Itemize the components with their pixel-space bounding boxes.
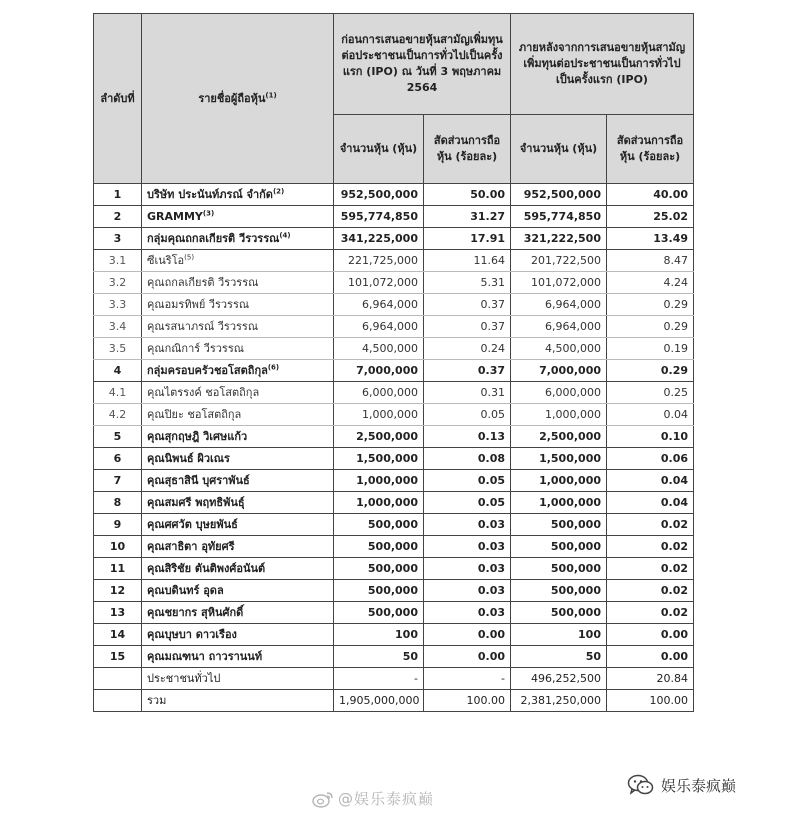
shareholder-name [142,404,334,426]
table-row [94,272,694,294]
ratio-before: 0.08 [424,448,511,470]
table-row [94,382,694,404]
ratio-after: 100.00 [607,690,694,712]
shares-after: 496,252,500 [511,668,607,690]
shares-after: 100 [511,624,607,646]
row-index: 3.1 [94,250,142,272]
ratio-before: 0.13 [424,426,511,448]
weibo-icon [312,790,334,808]
row-index: 9 [94,514,142,536]
ratio-after: 0.29 [607,294,694,316]
shareholder-name-text: คุณสุธาสินี บุศราพันธ์ [147,474,250,487]
shareholder-name [142,602,334,624]
row-index: 12 [94,580,142,602]
shareholder-name-text: คุณอมรทิพย์ วีรวรรณ [147,298,250,311]
shareholder-name [142,470,334,492]
shares-before: 1,000,000 [334,470,424,492]
table-row [94,448,694,470]
ratio-before: 0.03 [424,580,511,602]
footnote-marker: (2) [272,187,285,196]
ratio-after: 0.29 [607,316,694,338]
shares-after: 4,500,000 [511,338,607,360]
shareholder-name-text: คุณสมศรี พฤทธิพันธุ์ [147,496,245,509]
header-after-ratio: สัดส่วนการถือหุ้น (ร้อยละ) [607,115,694,184]
shares-after: 101,072,000 [511,272,607,294]
ratio-after: 0.00 [607,624,694,646]
shares-before: 952,500,000 [334,184,424,206]
shareholder-name-text: บริษัท ประนันท์ภรณ์ จำกัด [147,188,273,201]
shares-before: 2,500,000 [334,426,424,448]
ratio-after: 0.04 [607,470,694,492]
header-name-text: รายชื่อผู้ถือหุ้น [198,91,266,105]
ratio-after: 0.04 [607,492,694,514]
shares-after: 1,000,000 [511,492,607,514]
brand-text: 娱乐泰疯巅 [661,776,737,795]
header-before-ratio: สัดส่วนการถือหุ้น (ร้อยละ) [424,115,511,184]
ratio-before: 0.31 [424,382,511,404]
table-row [94,338,694,360]
shares-after: 500,000 [511,514,607,536]
shares-after: 201,722,500 [511,250,607,272]
row-index: 15 [94,646,142,668]
shareholder-name [142,338,334,360]
ratio-after: 20.84 [607,668,694,690]
shares-after: 500,000 [511,602,607,624]
wechat-icon [627,773,655,797]
table-row [94,514,694,536]
row-index: 14 [94,624,142,646]
shares-after: 7,000,000 [511,360,607,382]
ratio-after: 25.02 [607,206,694,228]
shares-before: - [334,668,424,690]
table-row [94,602,694,624]
shares-before: 595,774,850 [334,206,424,228]
shareholder-name-text: คุณไตรรงค์ ชอโสตถิกุล [147,386,260,399]
table-row [94,184,694,206]
shares-after: 2,381,250,000 [511,690,607,712]
weibo-watermark [312,788,434,809]
table-row [94,580,694,602]
table-row [94,294,694,316]
row-index: 8 [94,492,142,514]
ratio-after: 0.02 [607,602,694,624]
watermark-text: @娱乐泰疯巅 [338,790,435,808]
row-index: 3.5 [94,338,142,360]
ratio-before: 0.05 [424,404,511,426]
row-index [94,668,142,690]
table-row [94,206,694,228]
header-name-footnote: (1) [265,90,277,99]
shareholder-name [142,514,334,536]
shares-after: 952,500,000 [511,184,607,206]
shareholder-name-text: คุณชยากร สุหินศักดิ์ [147,606,244,619]
table-row [94,536,694,558]
ratio-before: 0.37 [424,316,511,338]
shareholder-name-text: คุณสาธิตา อุทัยศรี [147,540,235,553]
table-row [94,426,694,448]
shareholder-name-text: ประชาชนทั่วไป [147,672,221,685]
shareholder-name [142,690,334,712]
ratio-after: 0.19 [607,338,694,360]
shares-before: 341,225,000 [334,228,424,250]
ratio-before: 0.05 [424,492,511,514]
shares-before: 500,000 [334,580,424,602]
shareholder-name [142,624,334,646]
shares-after: 321,222,500 [511,228,607,250]
ratio-after: 0.04 [607,404,694,426]
footnote-marker: (6) [267,363,280,372]
table-row [94,404,694,426]
ratio-before: 11.64 [424,250,511,272]
shareholder-name [142,360,334,382]
header-before-shares: จำนวนหุ้น (หุ้น) [334,115,424,184]
ratio-before: 0.00 [424,624,511,646]
ratio-after: 4.24 [607,272,694,294]
shares-before: 1,905,000,000 [334,690,424,712]
row-index: 4.2 [94,404,142,426]
shares-after: 1,000,000 [511,404,607,426]
shareholder-name-text: คุณนิพนธ์ ผิวเณร [147,452,230,465]
table-row [94,316,694,338]
shareholder-name [142,382,334,404]
table-row [94,558,694,580]
shares-before: 500,000 [334,558,424,580]
shares-before: 6,964,000 [334,316,424,338]
shareholder-name-text: คุณบุษบา ดาวเรือง [147,628,237,641]
ratio-after: 0.02 [607,536,694,558]
ratio-after: 0.02 [607,514,694,536]
shares-after: 6,964,000 [511,316,607,338]
row-index: 5 [94,426,142,448]
row-index: 3.2 [94,272,142,294]
row-index: 3.4 [94,316,142,338]
ratio-before: 0.03 [424,558,511,580]
row-index [94,690,142,712]
shareholder-name [142,646,334,668]
shares-before: 500,000 [334,514,424,536]
table-header [94,14,694,184]
shareholder-name [142,492,334,514]
shares-after: 1,000,000 [511,470,607,492]
shares-after: 1,500,000 [511,448,607,470]
shares-after: 500,000 [511,558,607,580]
table-row [94,492,694,514]
shares-after: 6,000,000 [511,382,607,404]
shares-before: 500,000 [334,602,424,624]
shares-before: 1,500,000 [334,448,424,470]
header-rank: ลำดับที่ [94,14,142,184]
ratio-before: 31.27 [424,206,511,228]
header-before-ipo: ก่อนการเสนอขายหุ้นสามัญเพิ่มทุนต่อประชาชนเป็นการทั่วไปเป็นครั้งแรก (IPO) ณ วันที่ 3 พฤษภาคม 2564 [334,14,511,115]
row-index: 13 [94,602,142,624]
ratio-after: 13.49 [607,228,694,250]
shareholder-name-text: คุณศศวัต บุษยพันธ์ [147,518,238,531]
footnote-marker: (4) [279,231,291,240]
shares-before: 6,000,000 [334,382,424,404]
shares-before: 100 [334,624,424,646]
shareholder-name [142,250,334,272]
row-index: 3 [94,228,142,250]
ratio-before: 5.31 [424,272,511,294]
shareholder-name-text: คุณปิยะ ชอโสตถิกุล [147,408,242,421]
ratio-before: 0.03 [424,602,511,624]
table-row [94,360,694,382]
shareholder-name [142,448,334,470]
ratio-after: 0.29 [607,360,694,382]
ratio-after: 0.02 [607,580,694,602]
row-index: 2 [94,206,142,228]
shareholder-name-text: คุณบดินทร์ อุดล [147,584,224,597]
shares-after: 500,000 [511,580,607,602]
shares-after: 595,774,850 [511,206,607,228]
shareholder-name [142,426,334,448]
header-after-ipo: ภายหลังจากการเสนอขายหุ้นสามัญเพิ่มทุนต่อประชาชนเป็นการทั่วไปเป็นครั้งแรก (IPO) [511,14,694,115]
row-index: 11 [94,558,142,580]
table-row [94,228,694,250]
ratio-after: 40.00 [607,184,694,206]
shareholder-name [142,206,334,228]
header-name [142,14,334,184]
table-row [94,668,694,690]
footnote-marker: (5) [184,253,195,262]
header-after-shares: จำนวนหุ้น (หุ้น) [511,115,607,184]
table-body [94,184,694,712]
shareholder-name-text: คุณกณิการ์ วีรวรรณ [147,342,244,355]
ratio-before: 0.05 [424,470,511,492]
shares-before: 7,000,000 [334,360,424,382]
shares-after: 50 [511,646,607,668]
row-index: 1 [94,184,142,206]
ratio-before: 100.00 [424,690,511,712]
shares-after: 2,500,000 [511,426,607,448]
shareholder-name [142,228,334,250]
table-row [94,250,694,272]
ratio-after: 0.02 [607,558,694,580]
row-index: 7 [94,470,142,492]
row-index: 4 [94,360,142,382]
shares-after: 500,000 [511,536,607,558]
shareholder-name [142,294,334,316]
shares-before: 4,500,000 [334,338,424,360]
ratio-before: - [424,668,511,690]
row-index: 4.1 [94,382,142,404]
ratio-before: 0.37 [424,294,511,316]
shareholder-name [142,184,334,206]
shareholder-name-text: กลุ่มครอบครัวชอโสตถิกุล [147,364,268,377]
shares-before: 50 [334,646,424,668]
table-row [94,470,694,492]
ratio-before: 50.00 [424,184,511,206]
shares-after: 6,964,000 [511,294,607,316]
shareholder-name [142,272,334,294]
shareholder-name-text: กลุ่มคุณถกลเกียรติ วีรวรรณ [147,232,280,245]
shareholder-name-text: คุณรสนาภรณ์ วีรวรรณ [147,320,259,333]
shareholder-name-text: คุณถกลเกียรติ วีรวรรณ [147,276,259,289]
shareholder-name [142,558,334,580]
ratio-before: 0.37 [424,360,511,382]
shareholder-table [93,13,694,712]
ratio-before: 17.91 [424,228,511,250]
shares-before: 221,725,000 [334,250,424,272]
shares-before: 6,964,000 [334,294,424,316]
ratio-before: 0.03 [424,536,511,558]
shares-before: 1,000,000 [334,404,424,426]
ratio-before: 0.24 [424,338,511,360]
shareholder-name [142,316,334,338]
table-row [94,690,694,712]
shareholder-name [142,580,334,602]
shareholder-name [142,536,334,558]
ratio-after: 0.06 [607,448,694,470]
row-index: 6 [94,448,142,470]
table-row [94,624,694,646]
shareholder-name-text: คุณมณฑนา ถาวรานนท์ [147,650,263,663]
table-row [94,646,694,668]
shares-before: 500,000 [334,536,424,558]
ratio-after: 0.00 [607,646,694,668]
shareholder-name-text: รวม [147,694,167,707]
ratio-before: 0.00 [424,646,511,668]
ratio-before: 0.03 [424,514,511,536]
shareholder-name-text: GRAMMY [147,210,203,223]
row-index: 3.3 [94,294,142,316]
shares-before: 101,072,000 [334,272,424,294]
shareholder-name-text: ซีเนริโอ [147,254,185,267]
footnote-marker: (3) [202,209,215,218]
brand-logo [627,773,736,797]
shareholder-name-text: คุณสิริชัย ตันติพงศ์อนันต์ [147,562,266,575]
ratio-after: 0.25 [607,382,694,404]
ratio-after: 0.10 [607,426,694,448]
shareholder-name [142,668,334,690]
ratio-after: 8.47 [607,250,694,272]
shares-before: 1,000,000 [334,492,424,514]
row-index: 10 [94,536,142,558]
shareholder-name-text: คุณสุกฤษฎิ วิเศษแก้ว [147,430,248,443]
